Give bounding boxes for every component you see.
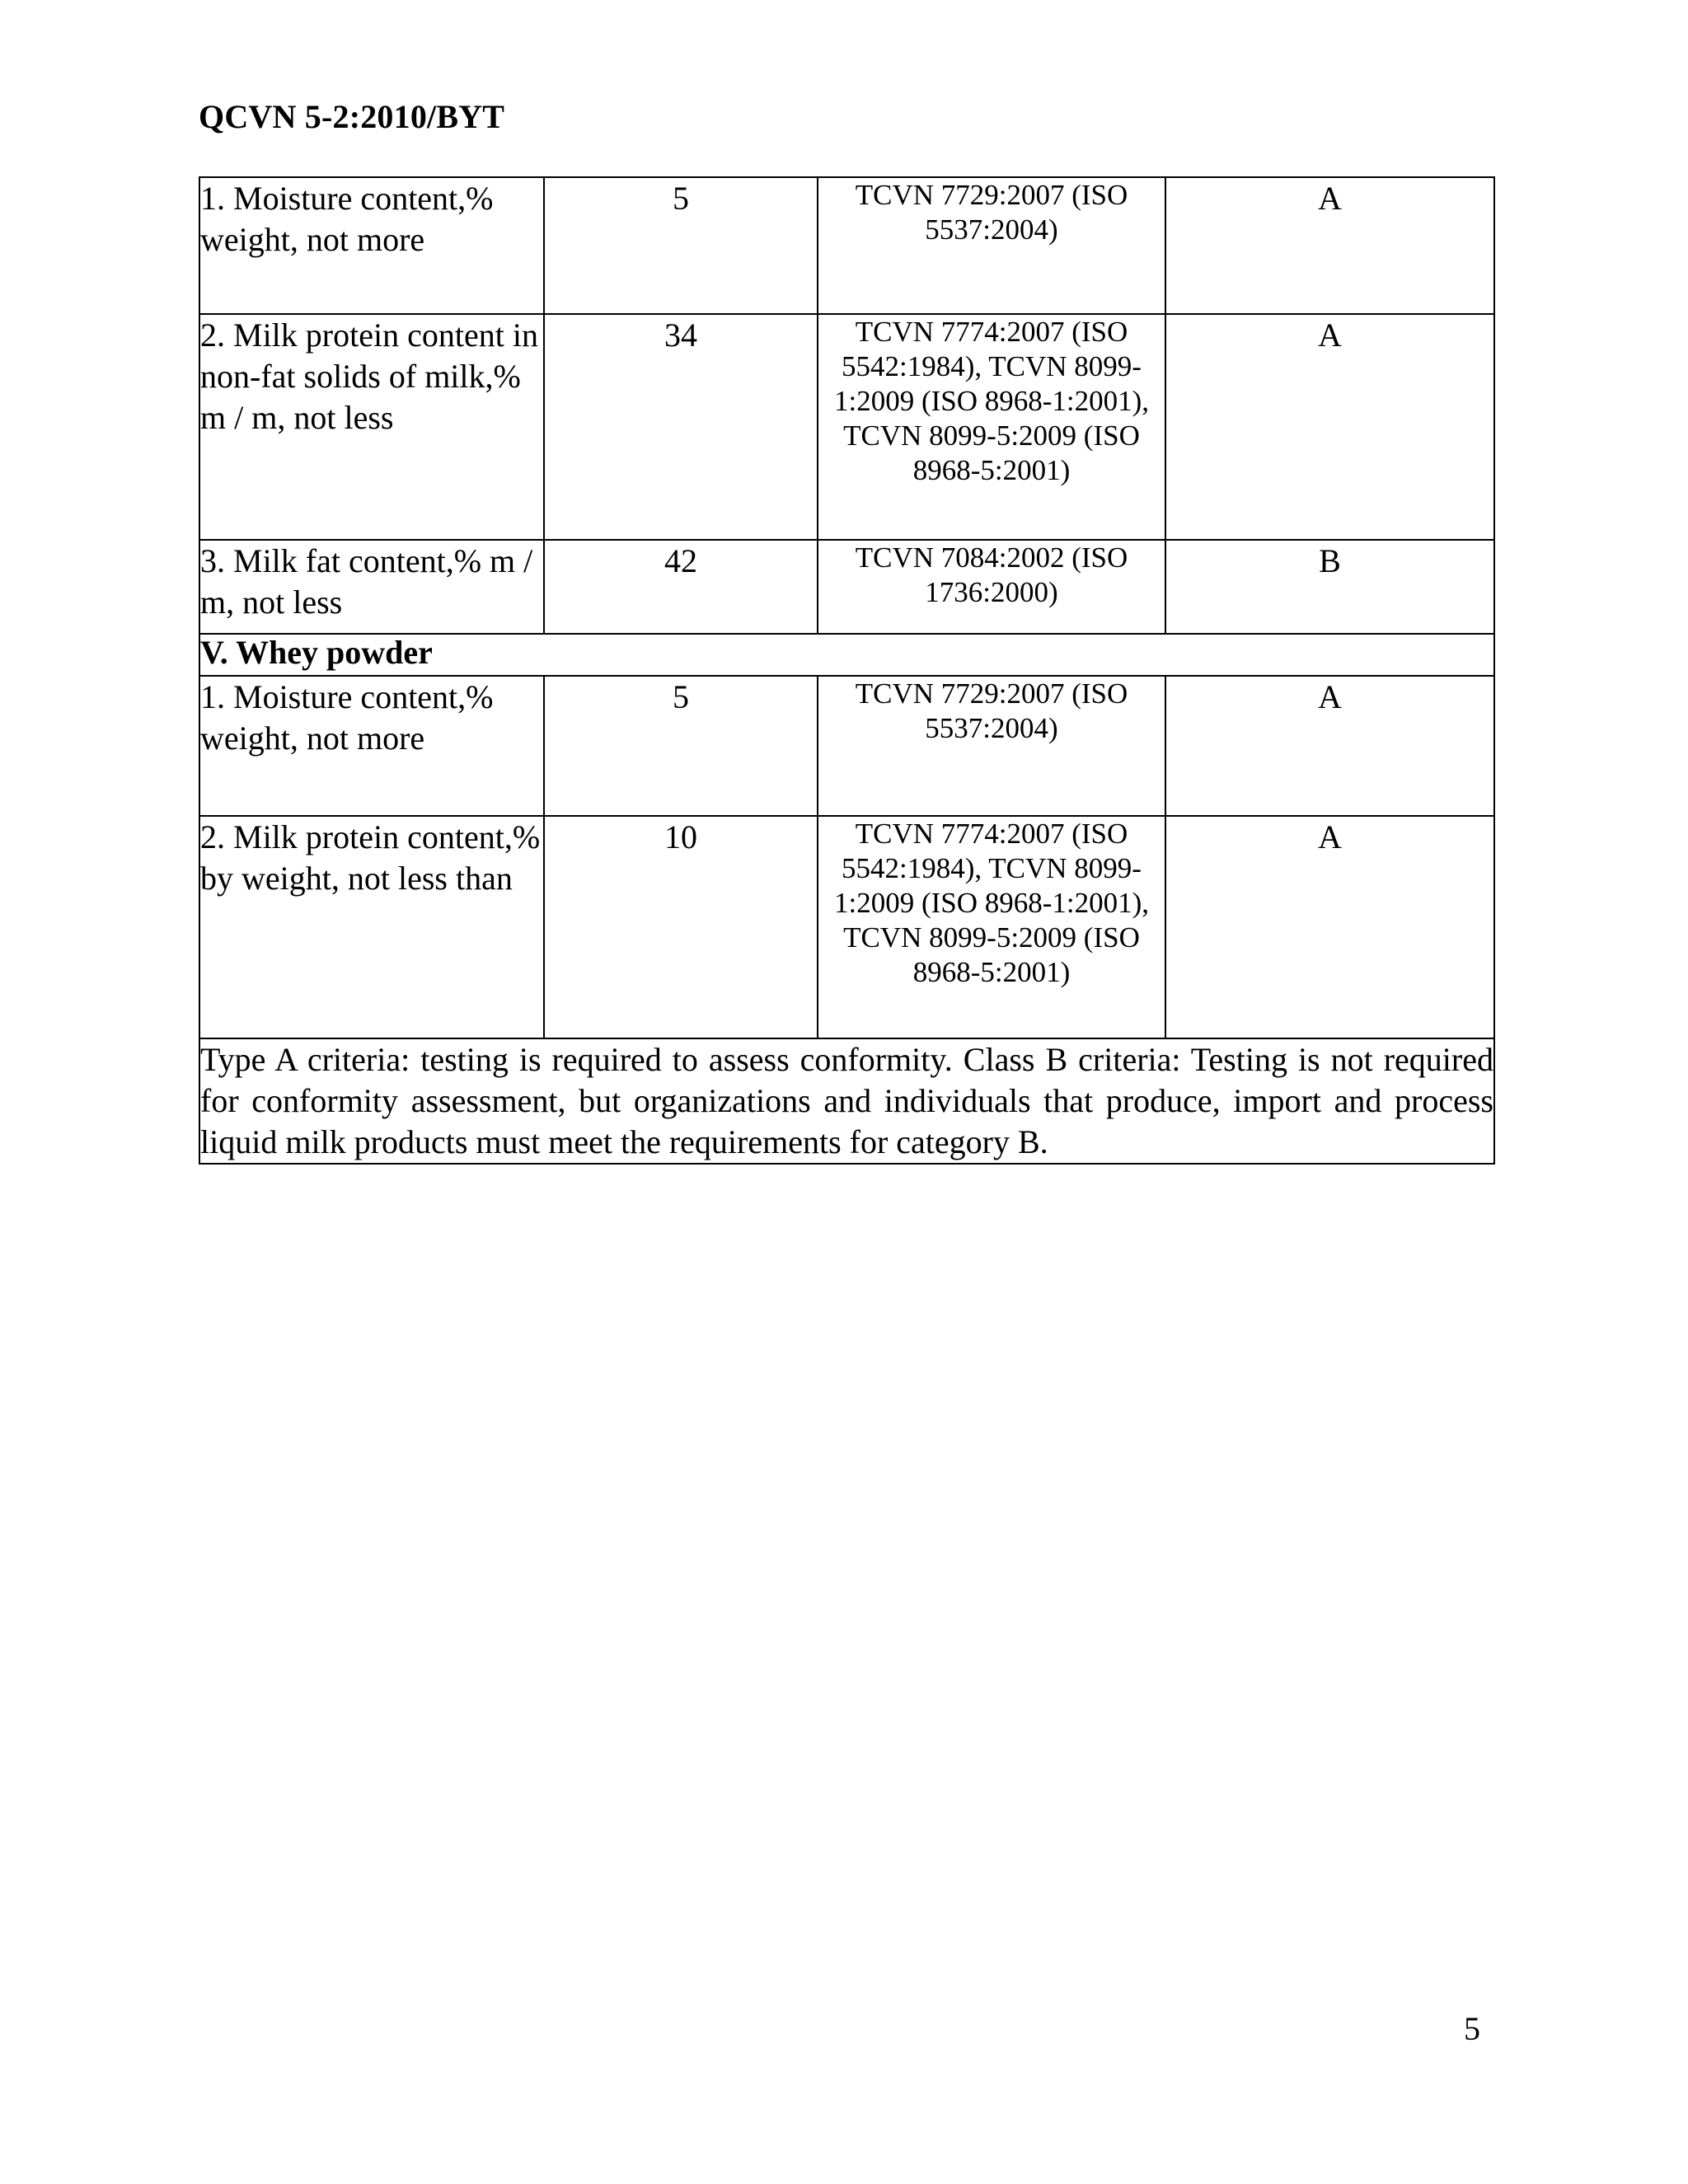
limit-value-cell: 34 [544, 314, 818, 540]
criterion-cell: 2. Milk protein content,% by weight, not less than [199, 816, 544, 1038]
table-row [199, 816, 1494, 1038]
test-method-cell: TCVN 7084:2002 (ISO 1736:2000) [818, 540, 1165, 634]
limit-value-cell: 42 [544, 540, 818, 634]
category-cell: A [1165, 676, 1494, 816]
page-number: 5 [1464, 2010, 1480, 2047]
criterion-cell: 1. Moisture content,% weight, not more [199, 676, 544, 816]
category-cell: A [1165, 816, 1494, 1038]
category-note: Type A criteria: testing is required to assess conformity. Class B criteria: Testing is not required for conformity assessment, but organizations and individuals that produce, import and process liquid milk products must meet the requirements for category B. [199, 1038, 1494, 1164]
table-row [199, 177, 1494, 314]
document-code-header: QCVN 5-2:2010/BYT [199, 98, 505, 135]
limit-value-cell: 10 [544, 816, 818, 1038]
criterion-cell: 2. Milk protein content in non-fat solids of milk,% m / m, not less [199, 314, 544, 540]
requirements-table [199, 176, 1495, 1165]
test-method-cell: TCVN 7774:2007 (ISO 5542:1984), TCVN 8099-1:2009 (ISO 8968-1:2001), TCVN 8099-5:2009 (ISO 8968-5:2001) [818, 314, 1165, 540]
note-row [199, 1038, 1494, 1164]
criterion-cell: 1. Moisture content,% weight, not more [199, 177, 544, 314]
category-cell: A [1165, 314, 1494, 540]
limit-value-cell: 5 [544, 676, 818, 816]
test-method-cell: TCVN 7774:2007 (ISO 5542:1984), TCVN 8099-1:2009 (ISO 8968-1:2001), TCVN 8099-5:2009 (ISO 8968-5:2001) [818, 816, 1165, 1038]
table-row [199, 676, 1494, 816]
test-method-cell: TCVN 7729:2007 (ISO 5537:2004) [818, 177, 1165, 314]
test-method-cell: TCVN 7729:2007 (ISO 5537:2004) [818, 676, 1165, 816]
section-title: V. Whey powder [199, 634, 1494, 676]
table-row [199, 540, 1494, 634]
category-cell: A [1165, 177, 1494, 314]
category-cell: B [1165, 540, 1494, 634]
limit-value-cell: 5 [544, 177, 818, 314]
table-row [199, 314, 1494, 540]
criterion-cell: 3. Milk fat content,% m / m, not less [199, 540, 544, 634]
section-heading-row [199, 634, 1494, 676]
